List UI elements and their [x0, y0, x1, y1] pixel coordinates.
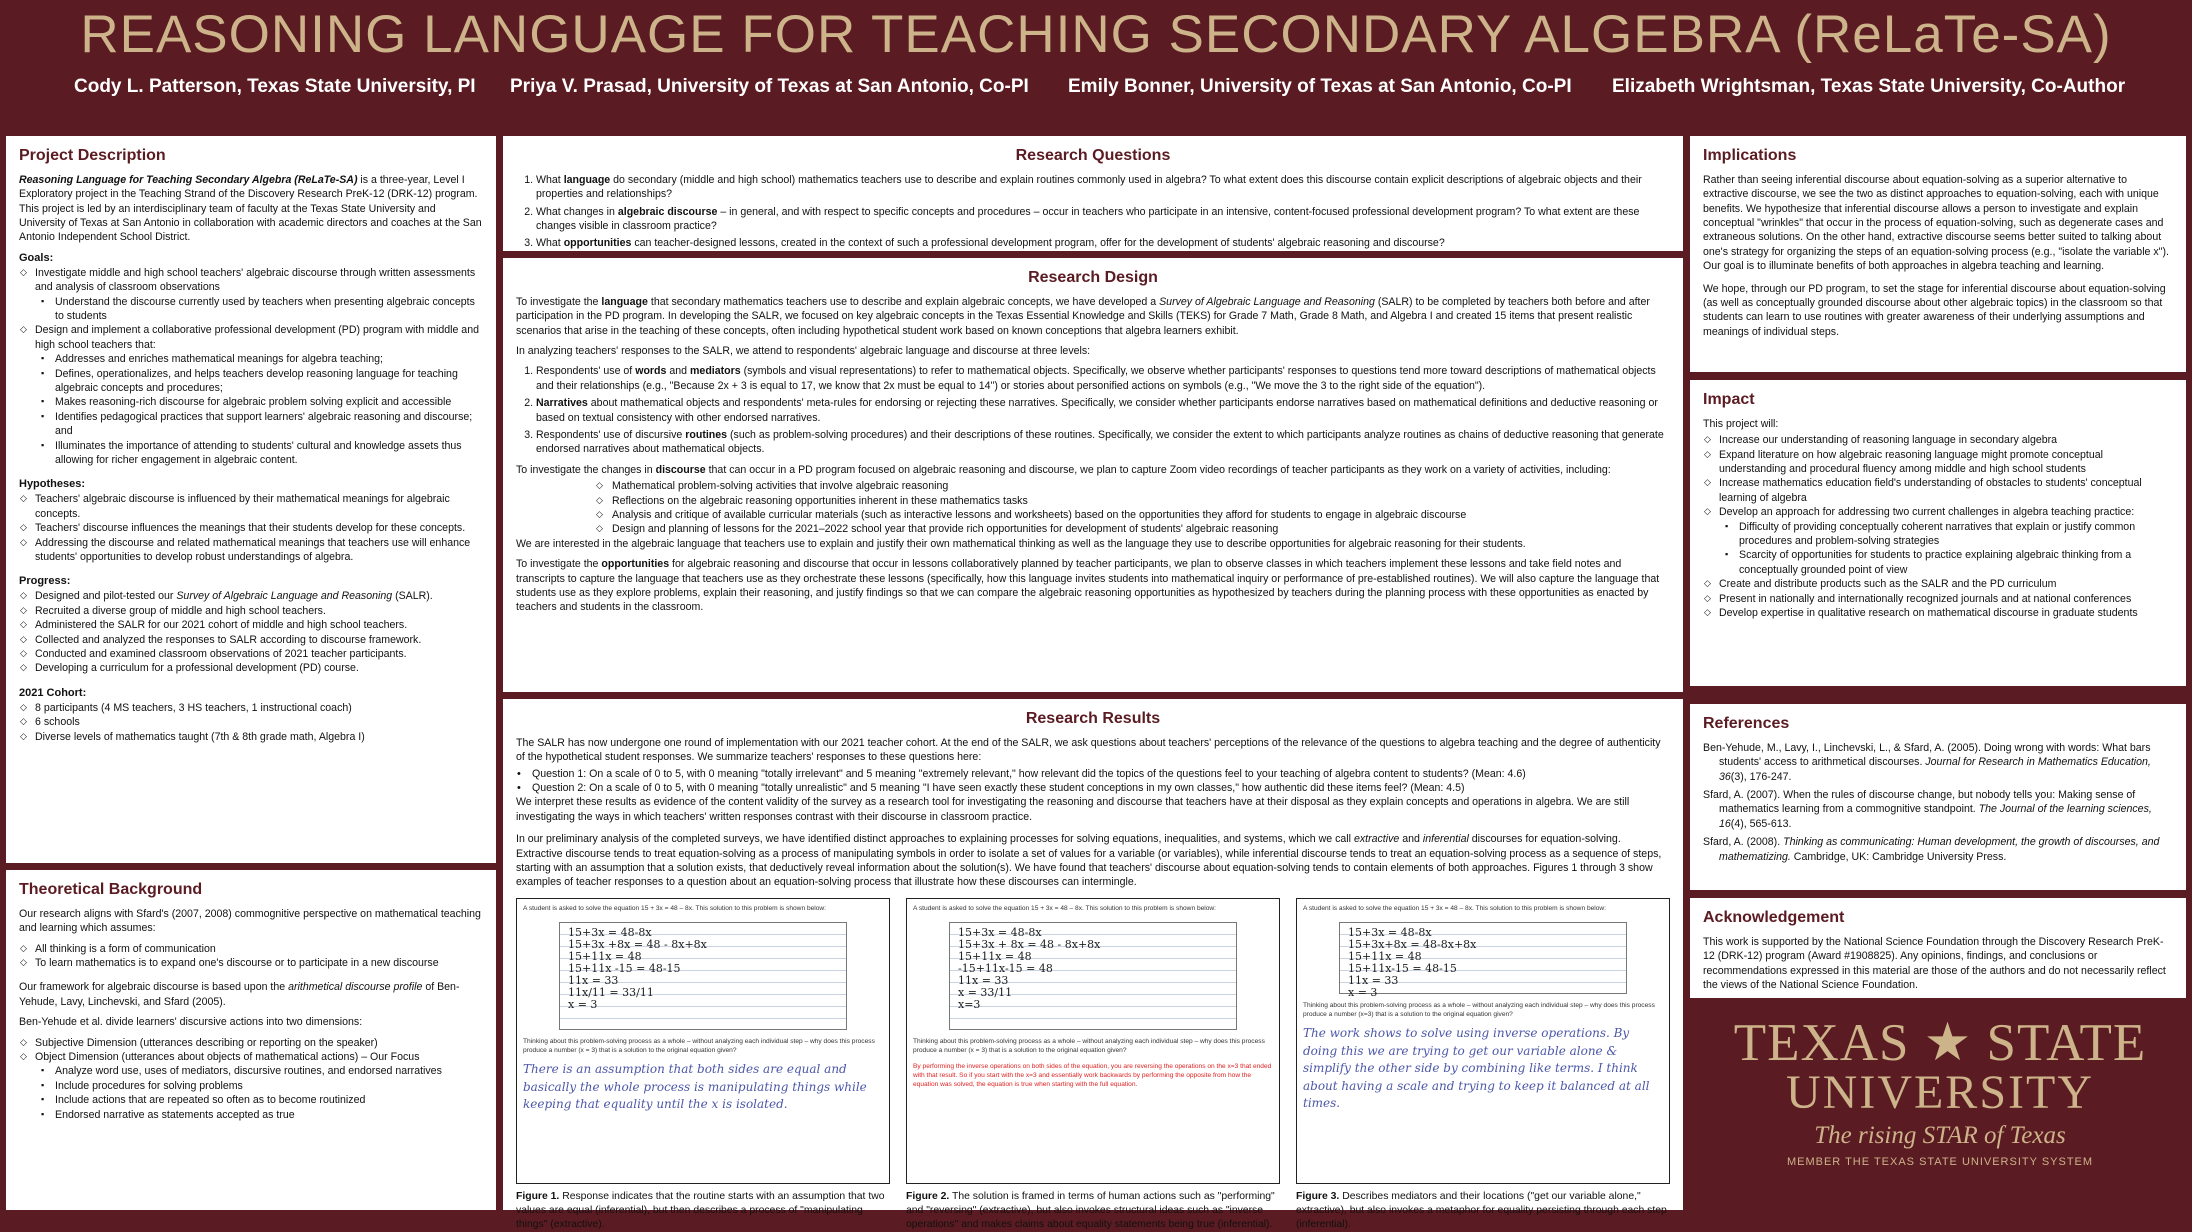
author-patterson: Cody L. Patterson, Texas State University, PI: [74, 76, 476, 97]
cohort-item: ◇ Diverse levels of mathematics taught (7th & 8th grade math, Algebra I): [19, 730, 483, 744]
research-design-panel: [503, 258, 1683, 692]
progress-list: [19, 589, 483, 675]
implications-p2: We hope, through our PD program, to set the stage for inferential discourse about equation-solving (as well as conceptually grounded discourse about other algebraic topics) in the classroom so that students can learn to use routines with greater awareness of their underlying assumptions and meanings of individual steps.: [1703, 282, 2166, 338]
goals-heading: Goals:: [19, 251, 54, 264]
survey-question-item: • Question 2: On a scale of 0 to 5, with 0 meaning "totally unrealistic" and 5 meaning "I have seen exactly these student conceptions in my own classes," how authentic did these items feel? (Mean: 4.5): [516, 781, 1670, 795]
cohort-list: [19, 701, 483, 744]
theory-panel: [6, 870, 496, 1210]
figure-2-caption: Figure 2. The solution is framed in terms of human actions such as "performing" and "reversing" (extractive), but also invokes structural ideas such as "inverse operations" and makes claims about equality statements being true (inferential).: [906, 1190, 1275, 1230]
progress-heading: Progress:: [19, 575, 71, 588]
hypotheses-list: [19, 492, 483, 564]
goal-item: ◇ Design and implement a collaborative professional development (PD) program with middle and high school teachers that:: [19, 323, 483, 352]
goal-subitem: ▪ Illuminates the importance of attending to students' cultural and knowledge assets thus allowing for richer engagement in algebraic content.: [19, 439, 483, 468]
ack-heading: Acknowledgement: [1703, 909, 1845, 926]
goal-subitem: ▪ Understand the discourse currently used by teachers when presenting algebraic concepts to students: [19, 295, 483, 324]
impact-panel: [1690, 380, 2186, 686]
logo-tagline: The rising STAR of Texas: [1814, 1122, 2066, 1149]
activity-item: ◇ Reflections on the algebraic reasoning opportunities inherent in these mathematics tasks: [516, 494, 1670, 508]
project-description-panel: [6, 136, 496, 863]
progress-item: ◇ Recruited a diverse group of middle and high school teachers.: [19, 604, 483, 618]
goals-list-2: [19, 323, 483, 352]
activity-item: ◇ Design and planning of lessons for the 2021–2022 school year that provide rich opportunities for development of students' algebraic reasoning: [516, 522, 1670, 536]
author-prasad: Priya V. Prasad, University of Texas at San Antonio, Co-PI: [510, 76, 1029, 97]
results-p3: In our preliminary analysis of the completed surveys, we have identified distinct approaches to explaining processes for solving equations, inequalities, and systems, which we call extractive and inferential discourses for equation-solving. Extractive discourse tends to treat equation-solving as a process of manipulating symbols in order to isolate a set of values for a variable (or variables), while inferential discourse tends to treat an equation-solving process as a sequence of steps, starting with an assumption that a solution exists, that deductively reveal information about the solution(s). We have found that teachers' discourse about equation-solving tends to contain elements of both approaches. Figures 1 through 3 show examples of teacher responses to a question about an equation-solving process that illustrate how these discourses can intermingle.: [516, 833, 1662, 889]
logo-member: MEMBER THE TEXAS STATE UNIVERSITY SYSTEM: [1786, 1156, 2094, 1168]
figure-1-caption: Figure 1. Response indicates that the routine starts with an assumption that two values are equal (inferential), but then describes a process of "manipulating things" (extractive).: [516, 1190, 885, 1230]
author-wrightsman: Elizabeth Wrightsman, Texas State University, Co-Author: [1612, 76, 2126, 97]
progress-item: ◇ Designed and pilot-tested our Survey of Algebraic Language and Reasoning (SALR).: [19, 589, 483, 603]
impact-subitem: ▪ Scarcity of opportunities for students to practice explaining algebraic thinking from a conceptually grounded point of view: [1703, 548, 2173, 577]
poster-title: REASONING LANGUAGE FOR TEACHING SECONDARY ALGEBRA (ReLaTe-SA): [80, 5, 2112, 64]
design-p3: To investigate the changes in discourse that can occur in a PD program focused on algebraic reasoning and discourse, we plan to capture Zoom video recordings of teacher participants as they work on a variety of activities, including:: [516, 463, 1611, 476]
impact-list-2: [1703, 577, 2173, 620]
cohort-heading: 2021 Cohort:: [19, 686, 87, 699]
assumption-item: ◇ All thinking is a form of communication: [19, 942, 483, 956]
activities-list: [516, 479, 1670, 537]
figure-2-image: [906, 898, 1280, 1184]
levels-list: [516, 364, 1670, 456]
progress-item: ◇ Administered the SALR for our 2021 cohort of middle and high school teachers.: [19, 618, 483, 632]
design-p2: In analyzing teachers' responses to the SALR, we attend to respondents' algebraic language and discourse at three levels:: [516, 344, 1091, 357]
figure-3-caption: Figure 3. Describes mediators and their locations ("get our variable alone," extractive), but also invokes a metaphor for equality persisting through each step (inferential).: [1296, 1190, 1667, 1230]
goal1-sublist: [19, 295, 483, 324]
impact-item: ◇ Create and distribute products such as the SALR and the PD curriculum: [1703, 577, 2173, 591]
impact-item: ◇ Increase mathematics education field's understanding of obstacles to students' conceptual learning of algebra: [1703, 476, 2173, 505]
impact-heading: Impact: [1703, 391, 1755, 408]
design-p4: We are interested in the algebraic language that teachers use to explain and justify their own mathematical thinking as well as the language they use to describe opportunities for algebraic reasoning for their students.: [516, 537, 1526, 550]
object-dimension-sublist: [19, 1064, 483, 1122]
implications-heading: Implications: [1703, 147, 1797, 164]
figure-1: [516, 898, 890, 1232]
figure-prompt: A student is asked to solve the equation 15 + 3x = 48 – 8x. This solution to this problem is shown below:: [1303, 904, 1607, 912]
student-work: 15+3x = 48-8x 15+3x+8x = 48-8x+8x 15+11x = 48 15+11x-15 = 48-15 11x = 33 x = 3: [1339, 922, 1627, 994]
rq-item: 1. What language do secondary (middle and high school) mathematics teachers use to describe and explain routines commonly used in algebra? To what extent does this discourse contain explicit descriptions of algebraic objects and their properties and relationships?: [536, 173, 1670, 202]
student-work: 15+3x = 48-8x 15+3x + 8x = 48 - 8x+8x 15+11x = 48 -15+11x-15 = 48 11x = 33 x = 33/11 x=3: [949, 922, 1237, 1030]
design-p1: To investigate the language that secondary mathematics teachers use to describe and explain algebraic concepts, we have developed a Survey of Algebraic Language and Reasoning (SALR) to be completed by teachers both before and after participation in the PD program. In developing the SALR, we focused on key algebraic concepts in the Texas Essential Knowledge and Skills (TEKS) for Grade 7 Math, Grade 8 Math, and Algebra I and created 15 items that present realistic scenarios that arise in the teaching of these concepts, often including hypothetical student work based on known conceptions that algebra learners exhibit.: [516, 295, 1650, 337]
cohort-item: ◇ 6 schools: [19, 715, 483, 729]
hypothesis-item: ◇ Addressing the discourse and related mathematical meanings that teachers use will enhance students' opportunities to develop robust understandings of algebra.: [19, 536, 483, 565]
research-questions-panel: [503, 136, 1683, 251]
acknowledgement-panel: [1690, 898, 2186, 998]
figure-question: Thinking about this problem-solving process as a whole – without analyzing each individual step – why does this process produce a number (x = 3) that is a solution to the original equation given?: [523, 1037, 875, 1054]
reference-item: Ben-Yehude, M., Lavy, I., Linchevski, L., & Sfard, A. (2005). Doing wrong with words: What bars students' access to arithmetical discourses. Journal for Research in Mathematics Education, 36(3), 176-247.: [1703, 741, 2151, 783]
handwritten-response: There is an assumption that both sides are equal and basically the whole process is manipulating things while keeping that equality until the x is isolated.: [523, 1062, 867, 1112]
progress-item: ◇ Developing a curriculum for a professional development (PD) course.: [19, 661, 483, 675]
activity-item: ◇ Mathematical problem-solving activities that involve algebraic reasoning: [516, 479, 1670, 493]
survey-questions-list: [516, 767, 1670, 796]
star-icon: ★: [1923, 1014, 1973, 1072]
dimension-subitem: ▪ Include procedures for solving problems: [19, 1079, 483, 1093]
theory-p3: Ben-Yehude et al. divide learners' discursive actions into two dimensions:: [19, 1016, 363, 1029]
results-p1: The SALR has now undergone one round of implementation with our 2021 teacher cohort. At the end of the SALR, we ask questions about teachers' perceptions of the relevance of the questions to algebra teaching and the degree of authenticity of the hypothetical student responses. We summarize teachers' responses to these questions here:: [516, 736, 1661, 764]
impact-item: ◇ Increase our understanding of reasoning language in secondary algebra: [1703, 433, 2173, 447]
figures-row: [516, 898, 1670, 1232]
impact-list: [1703, 433, 2173, 519]
goals-list: [19, 266, 483, 295]
theory-p1: Our research aligns with Sfard's (2007, 2008) commognitive perspective on mathematical teaching and learning which assumes:: [19, 907, 481, 935]
impact-sublist: [1703, 520, 2173, 578]
goal-subitem: ▪ Identifies pedagogical practices that support learners' algebraic reasoning and discourse; and: [19, 410, 483, 439]
dimension-item: ◇ Object Dimension (utterances about objects of mathematical actions) – Our Focus: [19, 1050, 483, 1064]
goal-subitem: ▪ Makes reasoning-rich discourse for algebraic problem solving explicit and accessible: [19, 395, 483, 409]
dimension-subitem: ▪ Include actions that are repeated so often as to become routinized: [19, 1093, 483, 1107]
research-results-panel: [503, 699, 1683, 1230]
survey-question-item: • Question 1: On a scale of 0 to 5, with 0 meaning "totally irrelevant" and 5 meaning "extremely relevant," how relevant did the topics of the questions feel to your teaching of algebra content to students? (Mean: 4.6): [516, 767, 1670, 781]
figure-prompt: A student is asked to solve the equation 15 + 3x = 48 – 8x. This solution to this problem is shown below:: [913, 904, 1217, 912]
level-item: 3. Respondents' use of discursive routines (such as problem-solving procedures) and their descriptions of these routines. Specifically, we consider the extent to which participants analyze routines as chains of deductive reasoning that generate endorsed narratives about mathematical objects.: [536, 428, 1670, 457]
logo-line1: TEXAS ★ STATE: [1733, 1014, 2147, 1072]
dimension-item: ◇ Subjective Dimension (utterances describing or reporting on the speaker): [19, 1036, 483, 1050]
hypothesis-item: ◇ Teachers' discourse influences the meanings that their students develop for these concepts.: [19, 521, 483, 535]
impact-subitem: ▪ Difficulty of providing conceptually coherent narratives that explain or justify common procedures and problem-solving strategies: [1703, 520, 2173, 549]
typed-response: By performing the inverse operations on both sides of the equation, you are reversing the operations on the x=3 that ended with that result. So if you start with the x=3 and essentially work backwards by performing the opposite from how the equation was solved, the equation is true when starting with the full equation.: [913, 1063, 1272, 1089]
impact-item: ◇ Expand literature on how algebraic reasoning language might promote conceptual understanding and procedural fluency among middle and high school students: [1703, 448, 2173, 477]
references-heading: References: [1703, 715, 1790, 732]
ack-text: This work is supported by the National Science Foundation through the Discovery Research PreK-12 (DRK-12) program (Award #1908825). Any opinions, findings, and conclusions or recommendations expressed in this material are those of the authors and do not necessarily reflect the views of the National Science Foundation.: [1703, 935, 2166, 991]
reference-item: Sfard, A. (2008). Thinking as communicating: Human development, the growth of discourses, and mathematizing. Cambridge, UK: Cambridge University Press.: [1703, 836, 2160, 863]
goal-item: ◇ Investigate middle and high school teachers' algebraic discourse through written assessments and analysis of classroom observations: [19, 266, 483, 295]
figure-1-image: [516, 898, 890, 1184]
figure-prompt: A student is asked to solve the equation 15 + 3x = 48 – 8x. This solution to this problem is shown below:: [523, 904, 827, 912]
figure-question: Thinking about this problem-solving process as a whole – without analyzing each individual step – why does this process produce a number (x = 3) that is a solution to the original equation given?: [913, 1037, 1265, 1054]
implications-p1: Rather than seeing inferential discourse about equation-solving as a superior alternative to extractive discourse, we see the two as distinct approaches to equation-solving, each with unique benefits. We hypothesize that inferential discourse allows a person to investigate and explain conceptual "wrinkles" that occur in the process of equation-solving, such as degenerate cases and extraneous solutions. On the other hand, extractive discourse seems better suited to talking about one's strategy for organizing the steps of an equation-solving process (e.g., "isolate the variable x"). Our goal is to illuminate benefits of both approaches in algebra teaching and learning.: [1703, 173, 2169, 273]
goal2-sublist: [19, 352, 483, 467]
level-item: 2. Narratives about mathematical objects and respondents' meta-rules for endorsing or rejecting these narratives. Specifically, we consider whether participants endorse narratives based on mathematical definitions and deductive reasoning or based on textual consistency with other endorsed narratives.: [536, 396, 1670, 425]
dimensions-list: [19, 1036, 483, 1065]
figure-3: [1296, 898, 1670, 1232]
assumptions-list: [19, 942, 483, 971]
theory-heading: Theoretical Background: [19, 881, 203, 898]
impact-item: ◇ Develop an approach for addressing two current challenges in algebra teaching practice:: [1703, 505, 2173, 519]
rq-heading: Research Questions: [1015, 147, 1171, 164]
references-panel: [1690, 704, 2186, 890]
impact-item: ◇ Develop expertise in qualitative research on mathematical discourse in graduate students: [1703, 606, 2173, 620]
student-work: 15+3x = 48-8x 15+3x +8x = 48 - 8x+8x 15+11x = 48 15+11x -15 = 48-15 11x = 33 11x/11 = 33/11 x = 3: [559, 922, 847, 1030]
project-intro: Reasoning Language for Teaching Secondary Algebra (ReLaTe-SA) is a three-year, Level I Exploratory project in the Teaching Strand of the Discovery Research PreK-12 (DRK-12) program. This project is led by an interdisciplinary team of faculty at the Texas State University and University of Texas at San Antonio in collaboration with academic directors and coaches at the San Antonio Independent School District.: [19, 173, 482, 244]
logo-line2: UNIVERSITY: [1786, 1066, 2094, 1119]
rq-item: 3. What opportunities can teacher-designed lessons, created in the context of such a professional development program, offer for the development of students' algebraic reasoning and discourse?: [536, 236, 1670, 250]
hypothesis-item: ◇ Teachers' algebraic discourse is influenced by their mathematical meanings for algebraic concepts.: [19, 492, 483, 521]
goal-subitem: ▪ Addresses and enriches mathematical meanings for algebra teaching;: [19, 352, 483, 366]
figure-question: Thinking about this problem-solving process as a whole – without analyzing each individual step – why does this process produce a number (x=3) that is a solution to the original equation given?: [1303, 1001, 1655, 1018]
figure-3-image: [1296, 898, 1670, 1184]
activity-item: ◇ Analysis and critique of available curricular materials (such as interactive lessons and worksheets) based on the opportunities they afford for students to engage in algebraic discourse: [516, 508, 1670, 522]
results-heading: Research Results: [1025, 710, 1161, 727]
results-p2: We interpret these results as evidence of the content validity of the survey as a research tool for investigating the reasoning and discourse that teachers have at their disposal as they explain concepts and operations in algebra. We are still investigating the ways in which teachers' written responses contrast with their discourse in classroom practice.: [516, 796, 1630, 823]
progress-item: ◇ Collected and analyzed the responses to SALR according to discourse framework.: [19, 633, 483, 647]
progress-item: ◇ Conducted and examined classroom observations of 2021 teacher participants.: [19, 647, 483, 661]
texas-state-logo: [1690, 1002, 2190, 1214]
assumption-item: ◇ To learn mathematics is to expand one's discourse or to participate in a new discourse: [19, 956, 483, 970]
rq-item: 2. What changes in algebraic discourse – in general, and with respect to specific concepts and procedures – occur in teachers who participate in an intensive, content-focused professional development program? To what extent are these changes visible in classroom practice?: [536, 205, 1670, 234]
level-item: 1. Respondents' use of words and mediators (symbols and visual representations) to refer to mathematical objects. Specifically, we observe whether participants' responses to questions tend more toward descriptions of mathematical objects and their relationships (e.g., "Because 2x + 3 is equal to 17, we know that 2x must be equal to 14") or stories about personified actions on symbols (e.g., "We move the 3 to the right side of the equation").: [536, 364, 1670, 393]
design-p5: To investigate the opportunities for algebraic reasoning and discourse that occur in lessons collaboratively planned by teacher participants, we plan to observe classes in which teachers implement these lessons and take field notes and transcripts to capture the language that teachers use as they orchestrate these lessons (specifically, how this language invites students into mathematical inquiry or performance of pre-established routines). We will also capture the language that students use as they explore problems, explain their reasoning, and justify findings so that we can compare the algebraic reasoning opportunities as hypothesized by teachers during the planning process with these opportunities as enacted by teachers and students in the classroom.: [516, 558, 1660, 614]
handwritten-response: The work shows to solve using inverse operations. By doing this we are trying to get our variable alone & simplify the other side by combining like terms. I think about having a scale and trying to keep it balanced at all times.: [1303, 1026, 1650, 1111]
project-heading: Project Description: [19, 147, 166, 164]
hypotheses-heading: Hypotheses:: [19, 478, 86, 491]
dimension-subitem: ▪ Analyze word use, uses of mediators, discursive routines, and endorsed narratives: [19, 1064, 483, 1078]
figure-2: [906, 898, 1280, 1232]
impact-item: ◇ Present in nationally and internationally recognized journals and at national conferences: [1703, 592, 2173, 606]
goal-subitem: ▪ Defines, operationalizes, and helps teachers develop reasoning language for teaching algebraic concepts and procedures;: [19, 367, 483, 396]
design-heading: Research Design: [1028, 269, 1158, 286]
rq-list: [516, 173, 1670, 251]
reference-item: Sfard, A. (2007). When the rules of discourse change, but nobody tells you: Making sense of mathematics learning from a commognitive standpoint. The Journal of the learning sciences, 16(4), 565-613.: [1703, 788, 2152, 830]
cohort-item: ◇ 8 participants (4 MS teachers, 3 HS teachers, 1 instructional coach): [19, 701, 483, 715]
impact-intro: This project will:: [1703, 417, 1779, 430]
dimension-subitem: ▪ Endorsed narrative as statements accepted as true: [19, 1108, 483, 1122]
author-bonner: Emily Bonner, University of Texas at San Antonio, Co-PI: [1068, 76, 1572, 97]
implications-panel: [1690, 136, 2186, 372]
theory-p2: Our framework for algebraic discourse is based upon the arithmetical discourse profile of Ben-Yehude, Lavy, Linchevski, and Sfard (2005).: [19, 981, 460, 1008]
